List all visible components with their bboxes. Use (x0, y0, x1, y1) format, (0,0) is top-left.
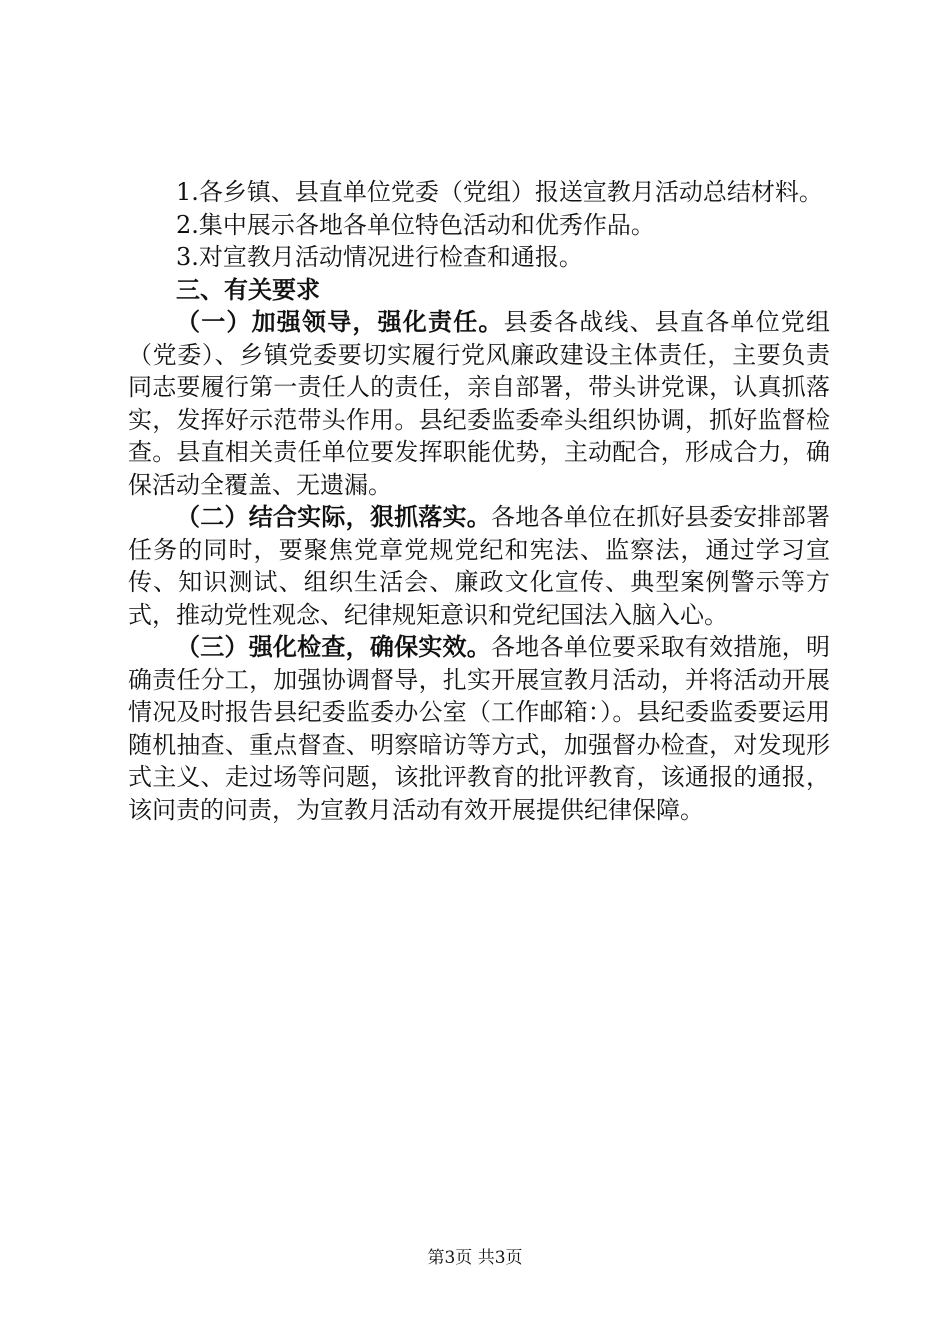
requirement-body: 各地各单位在抓好县委安排部署任务的同时，要聚焦党章党规党纪和宪法、监察法，通过学习宣传、知识测试、组织生活会、廉政文化宣传、典型案例警示等方式，推动党性观念、纪律规矩意识和党纪国法入脑入心。 (128, 503, 830, 629)
requirement-title: （三）强化检查，确保实效。 (176, 632, 491, 661)
page-number: 第3页 共3页 (427, 1248, 523, 1268)
requirement-body: 县委各战线、县直各单位党组（党委）、乡镇党委要切实履行党风廉政建设主体责任，主要负责同志要履行第一责任人的责任，亲自部署，带头讲党课，认真抓落实，发挥好示范带头作用。县纪委监委牵头组织协调，抓好监督检查。县直相关责任单位要发挥职能优势，主动配合，形成合力，确保活动全覆盖、无遗漏。 (128, 308, 831, 499)
requirement-title: （一）加强领导，强化责任。 (176, 307, 504, 336)
section-heading: 三、有关要求 (176, 274, 320, 304)
requirement-paragraph (128, 306, 830, 501)
requirement-paragraph (128, 631, 830, 826)
requirement-body: 各地各单位要采取有效措施，明确责任分工，加强协调督导，扎实开展宣教月活动，并将活动开展情况及时报告县纪委监委办公室（工作邮箱：）。县纪委监委要运用随机抽查、重点督查、明察暗访等方式，加强督办检查，对发现形式主义、走过场等问题，该批评教育的批评教育，该通报的通报，该问责的问责，为宣教月活动有效开展提供纪律保障。 (128, 633, 830, 824)
document-body (128, 176, 830, 826)
list-item: 3.对宣教月活动情况进行检查和通报。 (176, 243, 583, 271)
requirement-paragraph (128, 501, 830, 631)
list-item: 2.集中展示各地各单位特色活动和优秀作品。 (176, 210, 655, 239)
list-item: 1.各乡镇、县直单位党委（党组）报送宣教月活动总结材料。 (176, 178, 823, 206)
requirement-title: （二）结合实际，狠抓落实。 (176, 502, 491, 531)
